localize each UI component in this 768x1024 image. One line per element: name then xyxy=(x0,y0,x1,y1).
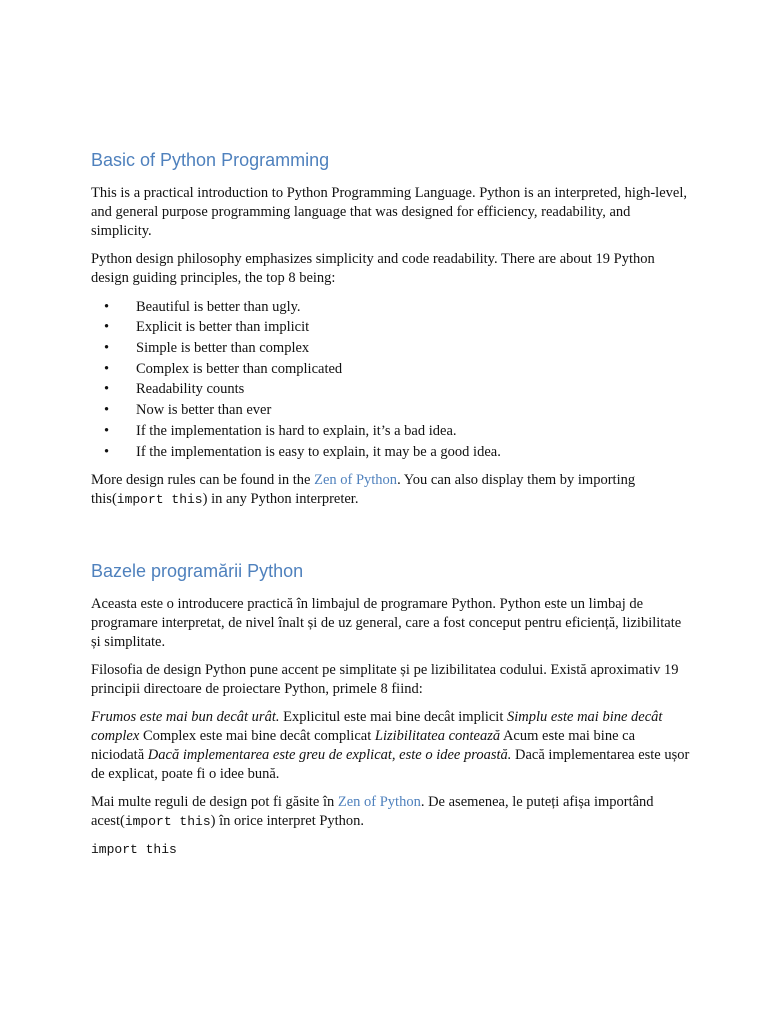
bullet-icon: • xyxy=(104,360,110,377)
list-item: • Explicit is better than implicit xyxy=(91,317,691,338)
inline-code: import this xyxy=(116,492,203,508)
list-item: • Simple is better than complex xyxy=(91,338,691,359)
heading-romanian: Bazele programării Python xyxy=(91,561,304,582)
bullet-icon: • xyxy=(104,319,110,336)
bullet-icon: • xyxy=(104,381,110,398)
list-item: • Now is better than ever xyxy=(91,400,691,421)
code-line: import this xyxy=(91,841,177,857)
list-item: • Complex is better than complicated xyxy=(91,359,691,380)
list-item: • Readability counts xyxy=(91,379,691,400)
bullet-icon: • xyxy=(104,298,110,315)
romanian-section xyxy=(91,561,691,859)
bullet-icon: • xyxy=(104,340,110,356)
more-rules-paragraph-ro: Mai multe reguli de design pot fi găsite în Zen of Python. De asemenea, le puteți afișa importând acest(import this) în orice interpret Python. xyxy=(91,793,654,829)
bullet-icon: • xyxy=(104,443,110,460)
list-item: • If the implementation is hard to explain, it’s a bad idea. xyxy=(91,421,691,442)
inline-code-ro: import this xyxy=(124,813,211,829)
intro-paragraph: This is a practical introduction to Python Programming Language. Python is an interpreted, high-level, and general purpose programming language that was designed for efficiency, readability, and simplicity. xyxy=(91,184,687,239)
zen-of-python-link[interactable]: Zen of Python xyxy=(314,472,398,489)
philosophy-paragraph-ro: Filosofia de design Python pune accent pe simplitate și pe lizibilitatea codului. Există aproximativ 19 principii directoare de proiectare Python, primele 8 fiind: xyxy=(91,661,679,697)
intro-paragraph-ro: Aceasta este o introducere practică în limbajul de programare Python. Python este un limbaj de programare interpretat, de nivel înalt și de uz general, care a fost conceput pentru eficiență, lizibilitate și simplitate. xyxy=(91,595,682,650)
more-rules-paragraph: More design rules can be found in the Zen of Python. You can also display them by importing this(import this) in any Python interpreter. xyxy=(91,472,636,508)
english-section xyxy=(91,150,691,509)
heading-english: Basic of Python Programming xyxy=(91,150,330,170)
list-item: • If the implementation is easy to explain, it may be a good idea. xyxy=(91,442,691,463)
list-item: • Beautiful is better than ugly. xyxy=(91,297,691,318)
philosophy-paragraph: Python design philosophy emphasizes simplicity and code readability. There are about 19 Python design guiding principles, the top 8 being: xyxy=(91,250,655,286)
principles-list xyxy=(91,297,691,463)
bullet-icon: • xyxy=(104,402,110,419)
document-page xyxy=(91,150,691,859)
zen-of-python-link-ro[interactable]: Zen of Python xyxy=(337,793,421,810)
bullet-icon: • xyxy=(104,422,110,439)
principles-paragraph-ro: Frumos este mai bun decât urât. Explicitul este mai bine decât implicit Simplu este mai bine decât complex Complex este mai bine decât complicat Lizibilitatea contează Acum este mai bine ca niciodată Dacă implementarea este greu de explicat, este o idee proastă. Dacă implementarea este ușor de explicat, poate fi o idee bună. xyxy=(91,708,690,782)
